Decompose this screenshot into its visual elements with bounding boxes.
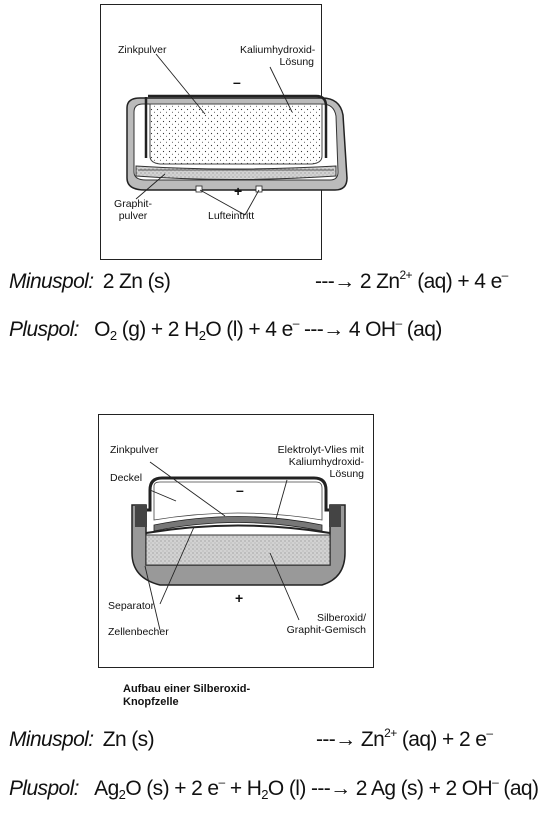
plus-mid1: (g) + 2 H <box>116 318 199 341</box>
label-zinc-powder: Zinkpulver <box>118 44 167 56</box>
silver-oxide-plus-equation <box>9 777 538 801</box>
minus-sign: – <box>233 74 241 90</box>
zn-ion: 2 Zn <box>359 270 400 293</box>
zinc-air-minus-product <box>315 270 508 294</box>
zn-ion-2: Zn <box>360 728 385 751</box>
label-electrolyte-fleece <box>240 444 364 480</box>
h2-sub-2: 2 <box>261 787 268 802</box>
minus-reactant: 2 Zn (s) <box>102 270 171 293</box>
minus-sign-2: – <box>236 482 244 498</box>
zinc-air-minus-equation <box>9 270 170 294</box>
plus-end: (aq) <box>401 318 442 341</box>
label-graphite-line2: pulver <box>118 210 148 222</box>
figure-caption <box>123 683 250 709</box>
label-lid: Deckel <box>110 472 143 484</box>
label-mix-line2: Graphit-Gemisch <box>286 624 366 636</box>
plus-mid2: O (l) + 4 e <box>205 318 293 341</box>
plus-sign-2: + <box>235 590 244 606</box>
label-separator: Separator <box>108 600 155 612</box>
label-fleece-line3: Lösung <box>329 468 364 480</box>
label-koh-line1: Kaliumhydroxid- <box>240 44 316 56</box>
plus-mid1-2: O (s) + 2 e <box>125 777 219 800</box>
label-cell-cup: Zellenbecher <box>108 626 169 638</box>
minus-reactant-2: Zn (s) <box>102 728 154 751</box>
plus-sign: + <box>234 183 243 199</box>
arrow: ---→ <box>315 270 355 293</box>
hydroxide-charge: – <box>395 316 402 330</box>
label-silver-oxide-mix <box>262 612 366 636</box>
h2-sub: 2 <box>198 328 206 343</box>
plus-arrow: ---→ <box>298 318 349 341</box>
electron-charge-2: – <box>486 726 493 740</box>
silver-oxide-minus-equation <box>9 728 154 752</box>
hydroxide-charge-2: – <box>492 775 499 789</box>
ag2o: Ag <box>94 777 119 800</box>
plus-electron-charge: – <box>292 316 299 330</box>
zinc-air-plus-equation <box>9 318 442 342</box>
label-mix-line1: Silberoxid/ <box>316 612 366 624</box>
minus-pole-label-2: Minuspol: <box>9 728 94 751</box>
hydroxide: 4 OH <box>348 318 396 341</box>
ag2-sub: 2 <box>118 787 126 802</box>
label-fleece-line1: Elektrolyt-Vlies mit <box>277 444 364 456</box>
o2: O <box>94 318 110 341</box>
plus-mid2-2: + H <box>224 777 262 800</box>
label-air-inlet: Lufteintritt <box>208 210 255 222</box>
plus-end-2: (aq) <box>498 777 538 800</box>
caption-line2: Knopfzelle <box>123 696 179 708</box>
label-fleece-line2: Kaliumhydroxid- <box>288 456 364 468</box>
caption-line1: Aufbau einer Silberoxid- <box>123 683 251 695</box>
label-graphite-line1: Graphit- <box>114 198 152 210</box>
plus-pole-label: Pluspol: <box>9 318 79 341</box>
minus-rest-2: (aq) + 2 e <box>396 728 487 751</box>
zn-charge: 2+ <box>399 268 412 282</box>
label-zinc-powder-2: Zinkpulver <box>110 444 159 456</box>
minus-rest: (aq) + 4 e <box>411 270 502 293</box>
plus-pole-label-2: Pluspol: <box>9 777 79 800</box>
silver-oxide-minus-product <box>316 728 492 752</box>
plus-mid3-2: O (l) ---→ 2 Ag (s) + 2 OH <box>267 777 493 800</box>
label-koh-solution <box>240 44 314 68</box>
arrow-2: ---→ <box>316 728 356 751</box>
minus-pole-label: Minuspol: <box>9 270 94 293</box>
plus-electron-charge-2: – <box>218 775 225 789</box>
zn-charge-2: 2+ <box>384 726 397 740</box>
label-koh-line2: Lösung <box>279 56 314 68</box>
o2-sub: 2 <box>109 328 117 343</box>
electron-charge: – <box>501 268 508 282</box>
label-graphite-powder <box>108 198 158 222</box>
